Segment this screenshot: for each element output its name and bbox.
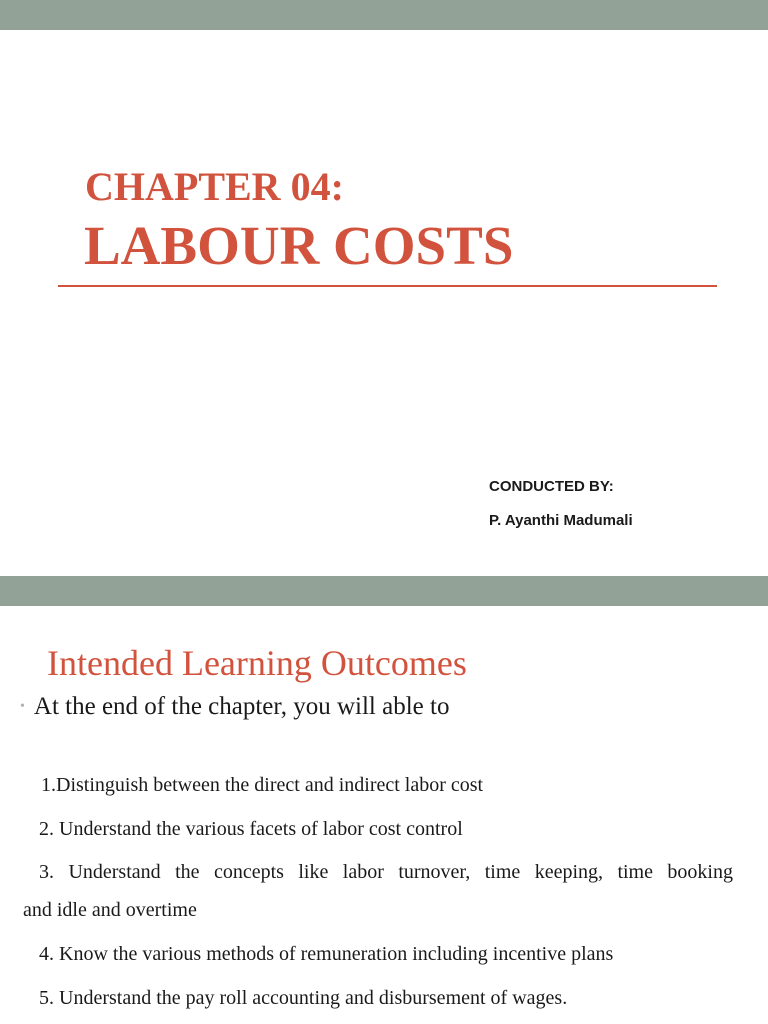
chapter-label: CHAPTER 04:: [85, 164, 344, 209]
outcome-item: 1.Distinguish between the direct and indirect labor cost: [41, 774, 484, 796]
slide-separator-band: [0, 576, 768, 606]
author-name: P. Ayanthi Madumali: [489, 512, 633, 529]
bullet-icon: •: [20, 699, 25, 714]
outcome-item-continuation: and idle and overtime: [23, 899, 197, 921]
top-band: [0, 0, 768, 30]
title-divider: [58, 285, 717, 287]
outcome-item: 3. Understand the concepts like labor turnover, time keeping, time booking: [39, 861, 733, 883]
outcome-item: 4. Know the various methods of remuneration including incentive plans: [39, 943, 614, 965]
conducted-by-label: CONDUCTED BY:: [489, 478, 614, 495]
intro-bullet: [20, 693, 449, 721]
intro-bullet-text: At the end of the chapter, you will able to: [33, 693, 450, 720]
slide-title: LABOUR COSTS: [84, 215, 514, 276]
outcome-item: 5. Understand the pay roll accounting and disbursement of wages.: [39, 987, 568, 1009]
outcomes-heading: Intended Learning Outcomes: [47, 643, 467, 683]
outcome-item: 2. Understand the various facets of labor cost control: [39, 818, 463, 840]
